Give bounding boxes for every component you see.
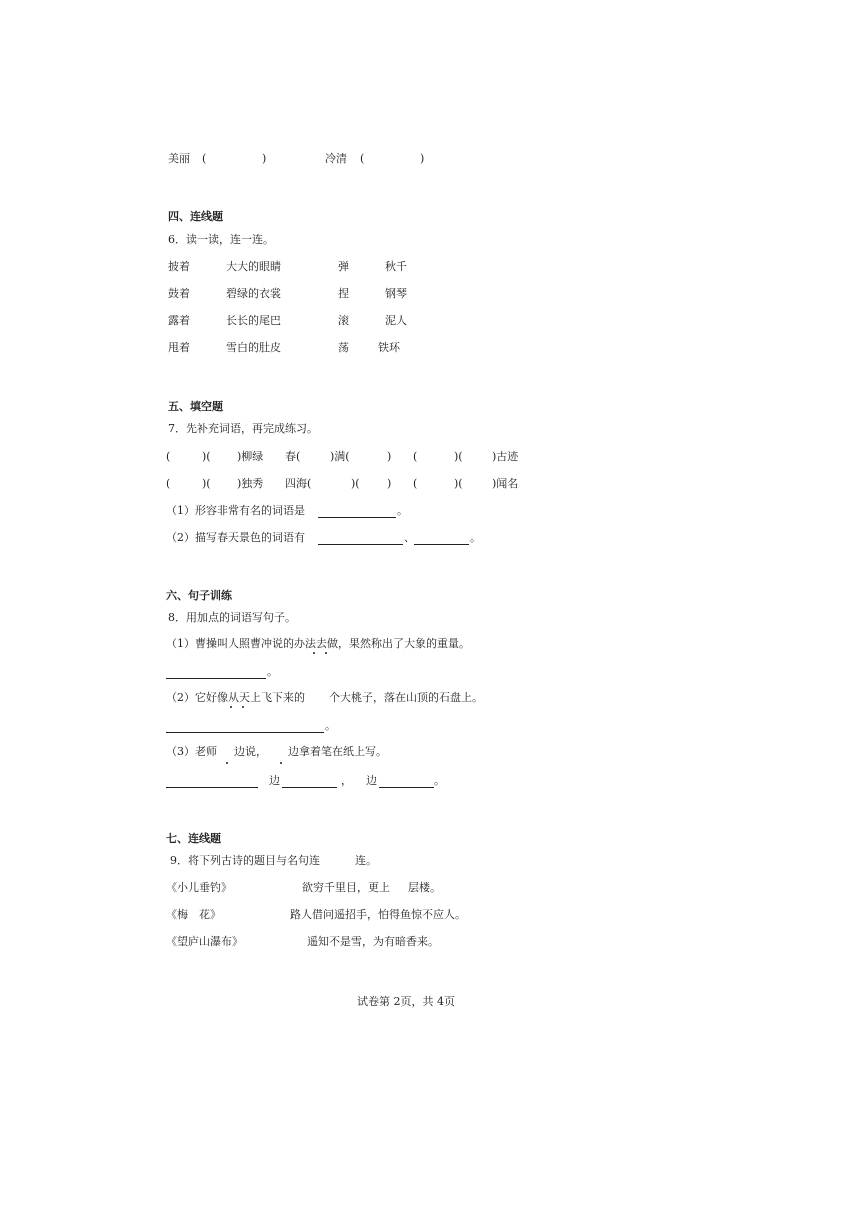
match-item[interactable]: 铁环 xyxy=(378,341,400,354)
paren-text[interactable]: )( xyxy=(454,477,463,490)
answer-line[interactable] xyxy=(166,787,258,788)
emphasis-dot xyxy=(230,706,232,708)
emphasis-dot xyxy=(242,706,244,708)
match-item[interactable]: 雪白的肚皮 xyxy=(226,341,281,354)
punct: 。 xyxy=(470,531,481,544)
subquestion-7-2: （2）描写春天景色的词语有 xyxy=(166,531,305,544)
paren-text: ( xyxy=(413,450,418,463)
punct: 。 xyxy=(325,719,336,732)
match-item[interactable]: 秋千 xyxy=(385,260,407,273)
paren-text[interactable]: )柳绿 xyxy=(237,450,264,463)
section-5-title: 五、填空题 xyxy=(168,400,223,413)
answer-line[interactable] xyxy=(166,678,266,679)
paren-text: 四海( xyxy=(285,477,312,490)
fill-bian-1: 边 xyxy=(269,774,280,787)
sentence-8-3a: （3）老师 xyxy=(166,745,217,758)
paren-text[interactable]: )闻名 xyxy=(492,477,519,490)
match-item[interactable]: 长长的尾巴 xyxy=(226,314,281,327)
answer-line[interactable] xyxy=(318,544,403,545)
poem-line[interactable]: 路人借问遥招手，怕得鱼惊不应人。 xyxy=(290,908,466,921)
answer-line[interactable] xyxy=(414,544,469,545)
match-item[interactable]: 弹 xyxy=(338,260,349,273)
word-meili: 美丽 xyxy=(168,152,190,165)
answer-blank-lengqing[interactable]: ) xyxy=(420,152,425,165)
paren-text: 春( xyxy=(285,450,301,463)
paren-text[interactable]: )( xyxy=(202,477,211,490)
paren-text[interactable]: )满( xyxy=(330,450,350,463)
paren-text: ( xyxy=(413,477,418,490)
punct: ， xyxy=(341,774,352,787)
question-7: 7．先补充词语，再完成练习。 xyxy=(168,422,318,435)
answer-line[interactable] xyxy=(318,517,396,518)
match-item[interactable]: 碧绿的衣裳 xyxy=(226,287,281,300)
subquestion-7-1: （1）形容非常有名的词语是 xyxy=(166,504,305,517)
paren-text[interactable]: )( xyxy=(454,450,463,463)
paren-open-1: ( xyxy=(202,152,207,165)
match-item[interactable]: 滚 xyxy=(338,314,349,327)
answer-line[interactable] xyxy=(379,787,434,788)
paren-text[interactable]: )古迹 xyxy=(492,450,519,463)
answer-line[interactable] xyxy=(282,787,337,788)
sentence-8-1: （1）曹操叫人照曹冲说的办法去做，果然称出了大象的重量。 xyxy=(166,637,470,650)
poem-title[interactable]: 《梅 花》 xyxy=(166,908,221,921)
poem-title[interactable]: 《望庐山瀑布》 xyxy=(166,935,243,948)
match-item[interactable]: 大大的眼睛 xyxy=(226,260,281,273)
paren-text[interactable]: ) xyxy=(387,477,392,490)
match-item[interactable]: 捏 xyxy=(338,287,349,300)
word-lengqing: 冷清 xyxy=(325,152,347,165)
emphasis-dot xyxy=(325,652,327,654)
match-item[interactable]: 甩着 xyxy=(168,341,190,354)
section-4-title: 四、连线题 xyxy=(168,210,223,223)
question-8: 8．用加点的词语写句子。 xyxy=(168,611,296,624)
answer-line[interactable] xyxy=(166,732,324,733)
emphasis-dot xyxy=(280,762,282,764)
punct: 。 xyxy=(267,665,278,678)
paren-text[interactable]: ) xyxy=(387,450,392,463)
sentence-8-3c: 边拿着笔在纸上写。 xyxy=(288,745,387,758)
paren-text[interactable]: )独秀 xyxy=(237,477,264,490)
punct: 。 xyxy=(434,774,445,787)
poem-line-end: 层楼。 xyxy=(408,881,441,894)
fill-bian-2: 边 xyxy=(366,774,377,787)
section-7-title: 七、连线题 xyxy=(166,832,221,845)
poem-line[interactable]: 欲穷千里目，更上 xyxy=(302,881,390,894)
page-footer: 试卷第 2页，共 4页 xyxy=(357,995,455,1008)
punct: 。 xyxy=(397,504,408,517)
match-item[interactable]: 钢琴 xyxy=(385,287,407,300)
paren-text[interactable]: )( xyxy=(202,450,211,463)
sentence-8-2b: 个大桃子，落在山顶的石盘上。 xyxy=(329,691,483,704)
match-item[interactable]: 泥人 xyxy=(385,314,407,327)
question-9a: 9．将下列古诗的题目与名句连 xyxy=(170,854,320,867)
sentence-8-3b: 边说， xyxy=(234,745,267,758)
section-6-title: 六、句子训练 xyxy=(166,589,232,602)
paren-text[interactable]: )( xyxy=(351,477,360,490)
paren-text: ( xyxy=(166,477,171,490)
emphasis-dot xyxy=(313,652,315,654)
emphasis-dot xyxy=(226,762,228,764)
punct: 、 xyxy=(404,531,415,544)
paren-text: ( xyxy=(166,450,171,463)
question-6: 6．读一读，连一连。 xyxy=(168,233,274,246)
match-item[interactable]: 披着 xyxy=(168,260,190,273)
answer-blank-meili[interactable]: ) xyxy=(262,152,267,165)
question-9b: 连。 xyxy=(355,854,377,867)
match-item[interactable]: 荡 xyxy=(338,341,349,354)
sentence-8-2a: （2）它好像从天上飞下来的 xyxy=(166,691,305,704)
match-item[interactable]: 露着 xyxy=(168,314,190,327)
match-item[interactable]: 鼓着 xyxy=(168,287,190,300)
poem-title[interactable]: 《小儿垂钓》 xyxy=(166,881,232,894)
paren-open-2: ( xyxy=(360,152,365,165)
poem-line[interactable]: 遥知不是雪，为有暗香来。 xyxy=(307,935,439,948)
